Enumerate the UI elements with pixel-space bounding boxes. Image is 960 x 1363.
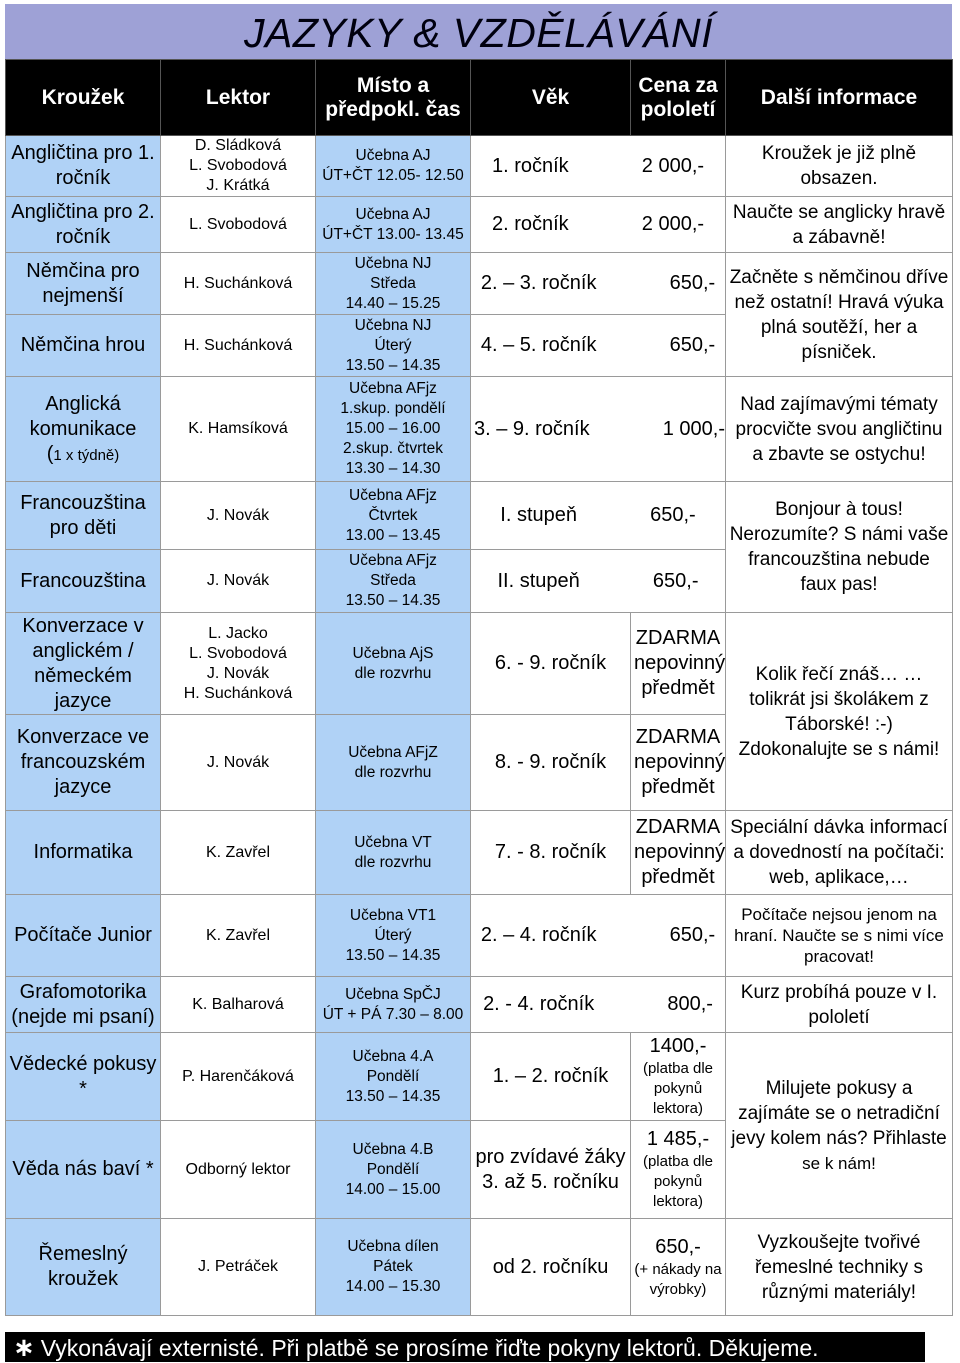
table-row xyxy=(6,1033,953,1121)
age: 6. - 9. ročník xyxy=(471,613,631,715)
lecturer: P. Harenčáková xyxy=(161,1033,316,1121)
place-time: Učebna SpČJ ÚT + PÁ 7.30 – 8.00 xyxy=(316,977,471,1033)
price-note: (platba dle pokynů lektora) xyxy=(642,1060,714,1117)
price: 650,- xyxy=(650,504,696,526)
page-title: JAZYKY & VZDĚLÁVÁNÍ xyxy=(243,10,713,56)
price: 650,- xyxy=(669,334,716,356)
price: 650,- xyxy=(652,569,699,592)
price: 650,- xyxy=(669,924,716,946)
age-price xyxy=(471,197,726,253)
lecturer: L. Svobodová xyxy=(161,197,316,253)
age: 3. – 9. ročník xyxy=(474,417,590,440)
table-row xyxy=(6,197,953,253)
place-time: Učebna 4.B Pondělí 14.00 – 15.00 xyxy=(316,1121,471,1219)
table-row xyxy=(6,613,953,715)
age-price xyxy=(471,377,726,482)
header-row xyxy=(6,60,953,136)
header-vek: Věk xyxy=(471,60,631,136)
price: 800,- xyxy=(667,993,713,1015)
info-text: Milujete pokusy a zajímáte se o netradiční jevy kolem nás? Přihlaste se k nám! xyxy=(726,1033,953,1219)
info-text: Bonjour à tous! Nerozumíte? S námi vaše francouzština nebude faux pas! xyxy=(726,482,953,613)
table-row xyxy=(6,977,953,1033)
asterisk-icon: ∗ xyxy=(13,1332,35,1362)
course-name: Francouzština pro děti xyxy=(6,482,161,550)
place-time: Učebna AFjz Čtvrtek 13.00 – 13.45 xyxy=(316,482,471,550)
course-name: Řemeslný kroužek xyxy=(6,1219,161,1316)
course-name: Počítače Junior xyxy=(6,895,161,977)
lecturer: J. Novák xyxy=(161,550,316,613)
info-text: Kroužek je již plně obsazen. xyxy=(726,136,953,197)
info-text: Naučte se anglicky hravě a zábavně! xyxy=(726,197,953,253)
age: I. stupeň xyxy=(500,504,577,526)
info-text: Kolik řečí znáš… …tolikrát jsi školákem z Táborské! :-) Zdokonalujte se s námi! xyxy=(726,613,953,811)
place-time: Učebna VT dle rozvrhu xyxy=(316,811,471,895)
title-band xyxy=(5,4,952,59)
info-text: Vyzkoušejte tvořivé řemeslné techniky s různými materiály! xyxy=(726,1219,953,1316)
course-name: Angličtina pro 2. ročník xyxy=(6,197,161,253)
price-note: (platba dle pokynů lektora) xyxy=(642,1153,714,1210)
course-name: Němčina hrou xyxy=(6,315,161,377)
footer-text: Vykonávají externisté. Při platbě se prosíme řiďte pokyny lektorů. Děkujeme. xyxy=(40,1335,819,1361)
course-name: Grafomotorika (nejde mi psaní) xyxy=(6,977,161,1033)
age-price xyxy=(471,136,726,197)
lecturer: Odborný lektor xyxy=(161,1121,316,1219)
lecturer: K. Zavřel xyxy=(161,811,316,895)
lecturer: H. Suchánková xyxy=(161,315,316,377)
age: pro zvídavé žáky 3. až 5. ročníku xyxy=(471,1121,631,1219)
header-cena: Cena za pololetí xyxy=(631,60,726,136)
course-name: Konverzace v anglickém / německém jazyce xyxy=(6,613,161,715)
course-name: Angličtina pro 1. ročník xyxy=(6,136,161,197)
place-time: Učebna AJ ÚT+ČT 12.05- 12.50 xyxy=(316,136,471,197)
age-price xyxy=(471,315,726,377)
course-frequency: (1 x týdně) xyxy=(46,442,120,465)
course-name: Informatika xyxy=(6,811,161,895)
header-info: Další informace xyxy=(726,60,953,136)
place-time: Učebna 4.A Pondělí 13.50 – 14.35 xyxy=(316,1033,471,1121)
place-time: Učebna AjS dle rozvrhu xyxy=(316,613,471,715)
lecturer: L. Jacko L. Svobodová J. Novák H. Suchánková xyxy=(161,613,316,715)
lecturer: K. Zavřel xyxy=(161,895,316,977)
header-lektor: Lektor xyxy=(161,60,316,136)
age-price xyxy=(471,482,726,550)
place-time: Učebna VT1 Úterý 13.50 – 14.35 xyxy=(316,895,471,977)
age: 1. ročník xyxy=(491,154,569,177)
age-price xyxy=(471,977,726,1033)
info-text: Začněte s němčinou dříve než ostatní! Hravá výuka plná soutěží, her a písniček. xyxy=(726,253,953,377)
age-price xyxy=(471,895,726,977)
price: 1 000,- xyxy=(662,417,726,440)
course-name xyxy=(6,377,161,482)
age: 2. - 4. ročník xyxy=(483,993,595,1015)
age: 1. – 2. ročník xyxy=(471,1033,631,1121)
age-price xyxy=(471,550,726,613)
price-amount: 1400,- xyxy=(649,1035,707,1057)
lecturer: J. Novák xyxy=(161,482,316,550)
age: 2. ročník xyxy=(491,213,569,235)
info-text: Počítače nejsou jenom na hraní. Naučte se s nimi více pracovat! xyxy=(726,895,953,977)
price xyxy=(631,1219,726,1316)
lecturer: K. Balharová xyxy=(161,977,316,1033)
info-text: Speciální dávka informací a dovedností na počítači: web, aplikace,… xyxy=(726,811,953,895)
info-text: Kurz probíhá pouze v I. pololetí xyxy=(726,977,953,1033)
price: ZDARMA nepovinný předmět xyxy=(631,811,726,895)
age: od 2. ročníku xyxy=(471,1219,631,1316)
price: 2 000,- xyxy=(641,154,705,177)
place-time: Učebna AJ ÚT+ČT 13.00- 13.45 xyxy=(316,197,471,253)
header-krouzek: Kroužek xyxy=(6,60,161,136)
table-row xyxy=(6,811,953,895)
footer-note xyxy=(5,1332,925,1362)
course-name: Věda nás baví * xyxy=(6,1121,161,1219)
table-row xyxy=(6,1219,953,1316)
age: 4. – 5. ročník xyxy=(480,334,597,356)
lecturer: H. Suchánková xyxy=(161,253,316,315)
price-amount: 1 485,- xyxy=(646,1128,710,1150)
age: II. stupeň xyxy=(497,569,580,592)
price-note: (+ nákady na výrobky) xyxy=(634,1260,722,1298)
table-row xyxy=(6,377,953,482)
lecturer: K. Hamsíková xyxy=(161,377,316,482)
header-misto: Místo a předpokl. čas xyxy=(316,60,471,136)
price xyxy=(631,1121,726,1219)
place-time: Učebna AFjZ dle rozvrhu xyxy=(316,715,471,811)
price: ZDARMA nepovinný předmět xyxy=(631,715,726,811)
place-time: Učebna AFjz Středa 13.50 – 14.35 xyxy=(316,550,471,613)
price-amount: 650,- xyxy=(655,1235,701,1258)
info-text: Nad zajímavými tématy procvičte svou angličtinu a zbavte se ostychu! xyxy=(726,377,953,482)
course-name: Francouzština xyxy=(6,550,161,613)
place-time: Učebna NJ Středa 14.40 – 15.25 xyxy=(316,253,471,315)
price: 2 000,- xyxy=(641,213,705,235)
price xyxy=(631,1033,726,1121)
age: 8. - 9. ročník xyxy=(471,715,631,811)
lecturer: J. Petráček xyxy=(161,1219,316,1316)
course-name: Němčina pro nejmenší xyxy=(6,253,161,315)
price: 650,- xyxy=(669,272,716,294)
place-time: Učebna dílen Pátek 14.00 – 15.30 xyxy=(316,1219,471,1316)
table-row xyxy=(6,895,953,977)
age-price xyxy=(471,253,726,315)
course-name: Vědecké pokusy * xyxy=(6,1033,161,1121)
age: 2. – 3. ročník xyxy=(480,272,597,294)
course-name: Konverzace ve francouzském jazyce xyxy=(6,715,161,811)
lecturer: D. Sládková L. Svobodová J. Krátká xyxy=(161,136,316,197)
price: ZDARMA nepovinný předmět xyxy=(631,613,726,715)
age: 7. - 8. ročník xyxy=(471,811,631,895)
course-name-text: Anglická komunikace xyxy=(29,392,137,440)
table-row xyxy=(6,253,953,315)
place-time: Učebna AFjz 1.skup. pondělí 15.00 – 16.00 2.skup. čtvrtek 13.30 – 14.30 xyxy=(316,377,471,482)
place-time: Učebna NJ Úterý 13.50 – 14.35 xyxy=(316,315,471,377)
age: 2. – 4. ročník xyxy=(480,924,597,946)
table-row xyxy=(6,482,953,550)
table-row xyxy=(6,136,953,197)
lecturer: J. Novák xyxy=(161,715,316,811)
course-table xyxy=(5,59,953,1316)
